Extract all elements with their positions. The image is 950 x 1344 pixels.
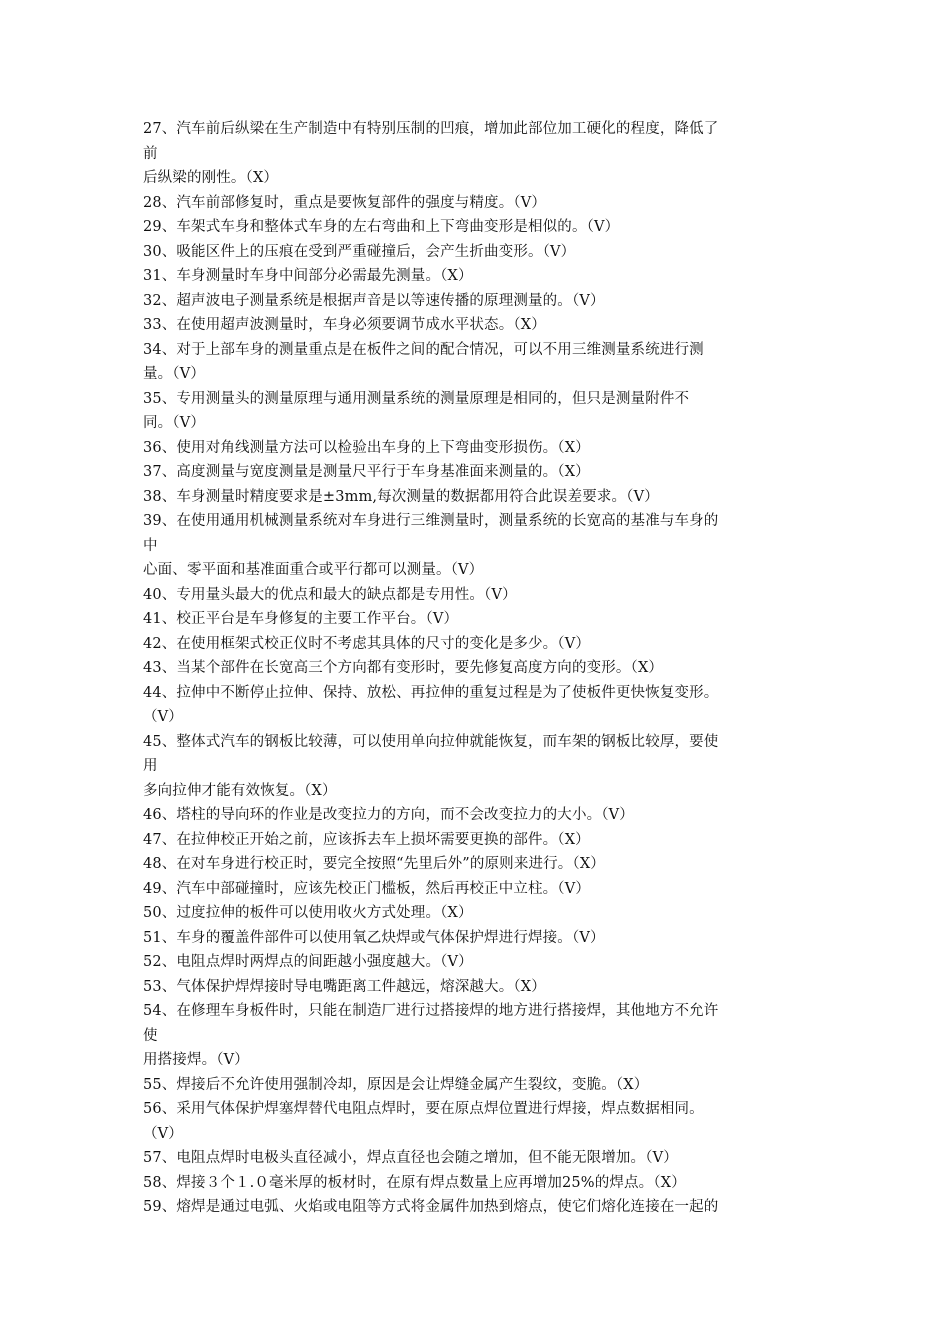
text-line: 38、车身测量时精度要求是±3mm,每次测量的数据都用符合此误差要求。（V） (143, 488, 659, 505)
text-line: （V） (143, 1125, 183, 1142)
text-line: 57、电阻点焊时电极头直径减小，焊点直径也会随之增加，但不能无限增加。（V） (143, 1150, 678, 1166)
text-line: 52、电阻点焊时两焊点的间距越小强度越大。（V） (143, 954, 473, 970)
text-line: 27、汽车前后纵梁在生产制造中有特别压制的凹痕，增加此部位加工硬化的程度，降低了 (143, 121, 719, 137)
text-line: 42、在使用框架式校正仪时不考虑其具体的尺寸的变化是多少。（V） (143, 635, 590, 652)
text-line: 29、车架式车身和整体式车身的左右弯曲和上下弯曲变形是相似的。（V） (143, 219, 620, 235)
text-line: 41、校正平台是车身修复的主要工作平台。（V） (143, 611, 459, 627)
text-line: 用搭接焊。（V） (143, 1052, 249, 1068)
text-line: 43、当某个部件在长宽高三个方向都有变形时，要先修复高度方向的变形。（X） (143, 660, 664, 676)
text-line: 59、熔焊是通过电弧、火焰或电阻等方式将金属件加热到熔点，使它们熔化连接在一起的 (143, 1199, 719, 1215)
text-line: 31、车身测量时车身中间部分必需最先测量。（X） (143, 268, 473, 284)
text-line: 44、拉伸中不断停止拉伸、保持、放松、再拉伸的重复过程是为了使板件更快恢复变形。 (143, 684, 719, 701)
text-line: 多向拉伸才能有效恢复。（X） (143, 782, 337, 799)
text-line: 36、使用对角线测量方法可以检验出车身的上下弯曲变形损伤。（X） (143, 439, 590, 456)
text-line: 37、高度测量与宽度测量是测量尺平行于车身基准面来测量的。（X） (143, 464, 590, 480)
text-line: 53、气体保护焊焊接时导电嘴距离工件越远，熔深越大。（X） (143, 978, 546, 995)
text-line: （V） (143, 709, 183, 725)
text-line: 用 (143, 758, 158, 774)
text-line: 56、采用气体保护焊塞焊替代电阻点焊时，要在原点焊位置进行焊接，焊点数据相同。 (143, 1101, 704, 1117)
text-line: 前 (143, 145, 158, 162)
text-line: 使 (143, 1027, 158, 1044)
text-line: 46、塔柱的导向环的作业是改变拉力的方向，而不会改变拉力的大小。（V） (143, 807, 634, 823)
text-line: 34、对于上部车身的测量重点是在板件之间的配合情况，可以不用三维测量系统进行测 (143, 341, 704, 358)
document-body (143, 117, 813, 1220)
text-line: 51、车身的覆盖件部件可以使用氧乙炔焊或气体保护焊进行焊接。（V） (143, 929, 605, 946)
text-line: 49、汽车中部碰撞时，应该先校正门槛板，然后再校正中立柱。（V） (143, 880, 590, 897)
text-line: 后纵梁的刚性。（X） (143, 170, 279, 186)
text-line: 28、汽车前部修复时，重点是要恢复部件的强度与精度。（V） (143, 194, 547, 211)
text-line: 45、整体式汽车的钢板比较薄，可以使用单向拉伸就能恢复，而车架的钢板比较厚，要使 (143, 733, 719, 750)
text-line: 32、超声波电子测量系统是根据声音是以等速传播的原理测量的。（V） (143, 292, 605, 309)
text-line: 量。（V） (143, 366, 205, 382)
text-line: 心面、零平面和基准面重合或平行都可以测量。（V） (143, 562, 484, 578)
text-line: 54、在修理车身板件时，只能在制造厂进行过搭接焊的地方进行搭接焊，其他地方不允许 (143, 1003, 719, 1019)
text-line: 35、专用测量头的测量原理与通用测量系统的测量原理是相同的，但只是测量附件不 (143, 390, 690, 407)
text-line: 50、过度拉伸的板件可以使用收火方式处理。（X） (143, 905, 473, 921)
text-line: 中 (143, 537, 158, 554)
text-line: 47、在拉伸校正开始之前，应该拆去车上损坏需要更换的部件。（X） (143, 831, 590, 848)
text-line: 30、吸能区件上的压痕在受到严重碰撞后，会产生折曲变形。（V） (143, 243, 576, 260)
text-line: 33、在使用超声波测量时，车身必须要调节成水平状态。（X） (143, 317, 546, 333)
text-line: 39、在使用通用机械测量系统对车身进行三维测量时，测量系统的长宽高的基准与车身的 (143, 513, 719, 529)
text-line: 58、焊接３个１.０毫米厚的板材时，在原有焊点数量上应再增加25%的焊点。（X） (143, 1174, 686, 1191)
text-line: 48、在对车身进行校正时，要完全按照“先里后外”的原则来进行。（X） (143, 856, 605, 872)
text-line: 40、专用量头最大的优点和最大的缺点都是专用性。（V） (143, 586, 517, 603)
text-line: 同。（V） (143, 415, 205, 431)
text-line: 55、焊接后不允许使用强制冷却，原因是会让焊缝金属产生裂纹，变脆。（X） (143, 1076, 649, 1093)
